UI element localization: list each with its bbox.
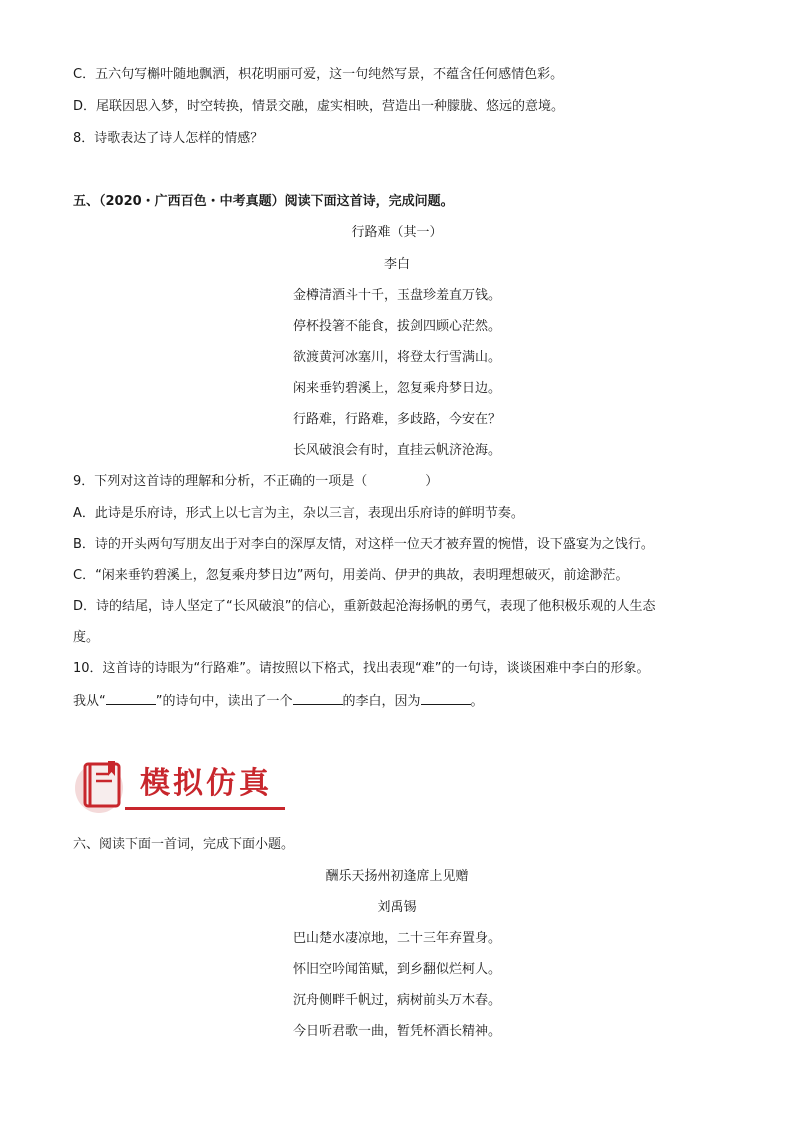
poem-line: 行路难，行路难，多歧路，今安在？ <box>292 412 501 427</box>
fill-blank <box>293 692 343 705</box>
section-banner <box>73 758 288 818</box>
poem-line: 长风破浪会有时，直挂云帆济沧海。 <box>292 443 501 458</box>
q9-option-b: B．诗的开头两句写朋友出于对李白的深厚友情，对这样一位天才被弃置的惋惜，设下盛宴为之饯行。 <box>73 537 654 552</box>
poem-author: 李白 <box>383 257 410 272</box>
fill-blank <box>106 692 156 705</box>
poem-title: 酬乐天扬州初逢席上见赠 <box>325 869 469 884</box>
q9-option-d: D．诗的结尾，诗人坚定了“长风破浪”的信心，重新鼓起沧海扬帆的勇气，表现了他积极乐观的人生态 <box>73 599 656 614</box>
q7-option-c: C．五六句写槲叶随地飘洒，枳花明丽可爱，这一句纯然写景，不蕴含任何感情色彩。 <box>73 67 564 82</box>
poem-author: 刘禹锡 <box>377 900 417 915</box>
section-5-heading: 五、（2020・广西百色・中考真题）阅读下面这首诗，完成问题。 <box>73 194 454 209</box>
poem-line: 闲来垂钓碧溪上，忽复乘舟梦日边。 <box>292 381 501 396</box>
q9-option-d-continued: 度。 <box>73 630 100 645</box>
question-10-template: 我从“ ”的诗句中，读出了一个 的李白，因为 。 <box>73 694 484 709</box>
question-9 <box>73 473 438 491</box>
poem-line: 沉舟侧畔千帆过，病树前头万木春。 <box>292 993 501 1008</box>
poem-line: 巴山楚水凄凉地，二十三年弃置身。 <box>292 931 501 946</box>
question-9-paren-close: ） <box>425 474 439 489</box>
q9-option-a: A．此诗是乐府诗，形式上以七言为主，杂以三言，表现出乐府诗的鲜明节奏。 <box>73 506 524 521</box>
question-9-stem: 9．下列对这首诗的理解和分析，不正确的一项是（ <box>73 474 368 489</box>
poem-line: 停杯投箸不能食，拔剑四顾心茫然。 <box>292 319 501 334</box>
q7-option-d: D．尾联因思入梦，时空转换，情景交融，虚实相映，营造出一种朦胧、悠远的意境。 <box>73 99 565 114</box>
poem-line: 金樽清酒斗十千，玉盘珍羞直万钱。 <box>292 288 501 303</box>
banner-title: 模拟仿真 <box>140 766 272 801</box>
section-6-heading: 六、阅读下面一首词，完成下面小题。 <box>73 837 295 852</box>
poem-line: 欲渡黄河冰塞川，将登太行雪满山。 <box>292 350 501 365</box>
question-8: 8．诗歌表达了诗人怎样的情感？ <box>73 131 264 146</box>
poem-line: 今日听君歌一曲，暂凭杯酒长精神。 <box>292 1024 501 1039</box>
fill-blank <box>421 692 471 705</box>
poem-title: 行路难（其一） <box>351 225 443 240</box>
question-10: 10．这首诗的诗眼为“行路难”。请按照以下格式，找出表现“难”的一句诗，谈谈困难中李白的形象。 <box>73 661 650 676</box>
banner-underline <box>125 807 285 810</box>
q9-option-c: C．“闲来垂钓碧溪上，忽复乘舟梦日边”两句，用姜尚、伊尹的典故，表明理想破灭，前途渺茫。 <box>73 568 629 583</box>
poem-line: 怀旧空吟闻笛赋，到乡翻似烂柯人。 <box>292 962 501 977</box>
